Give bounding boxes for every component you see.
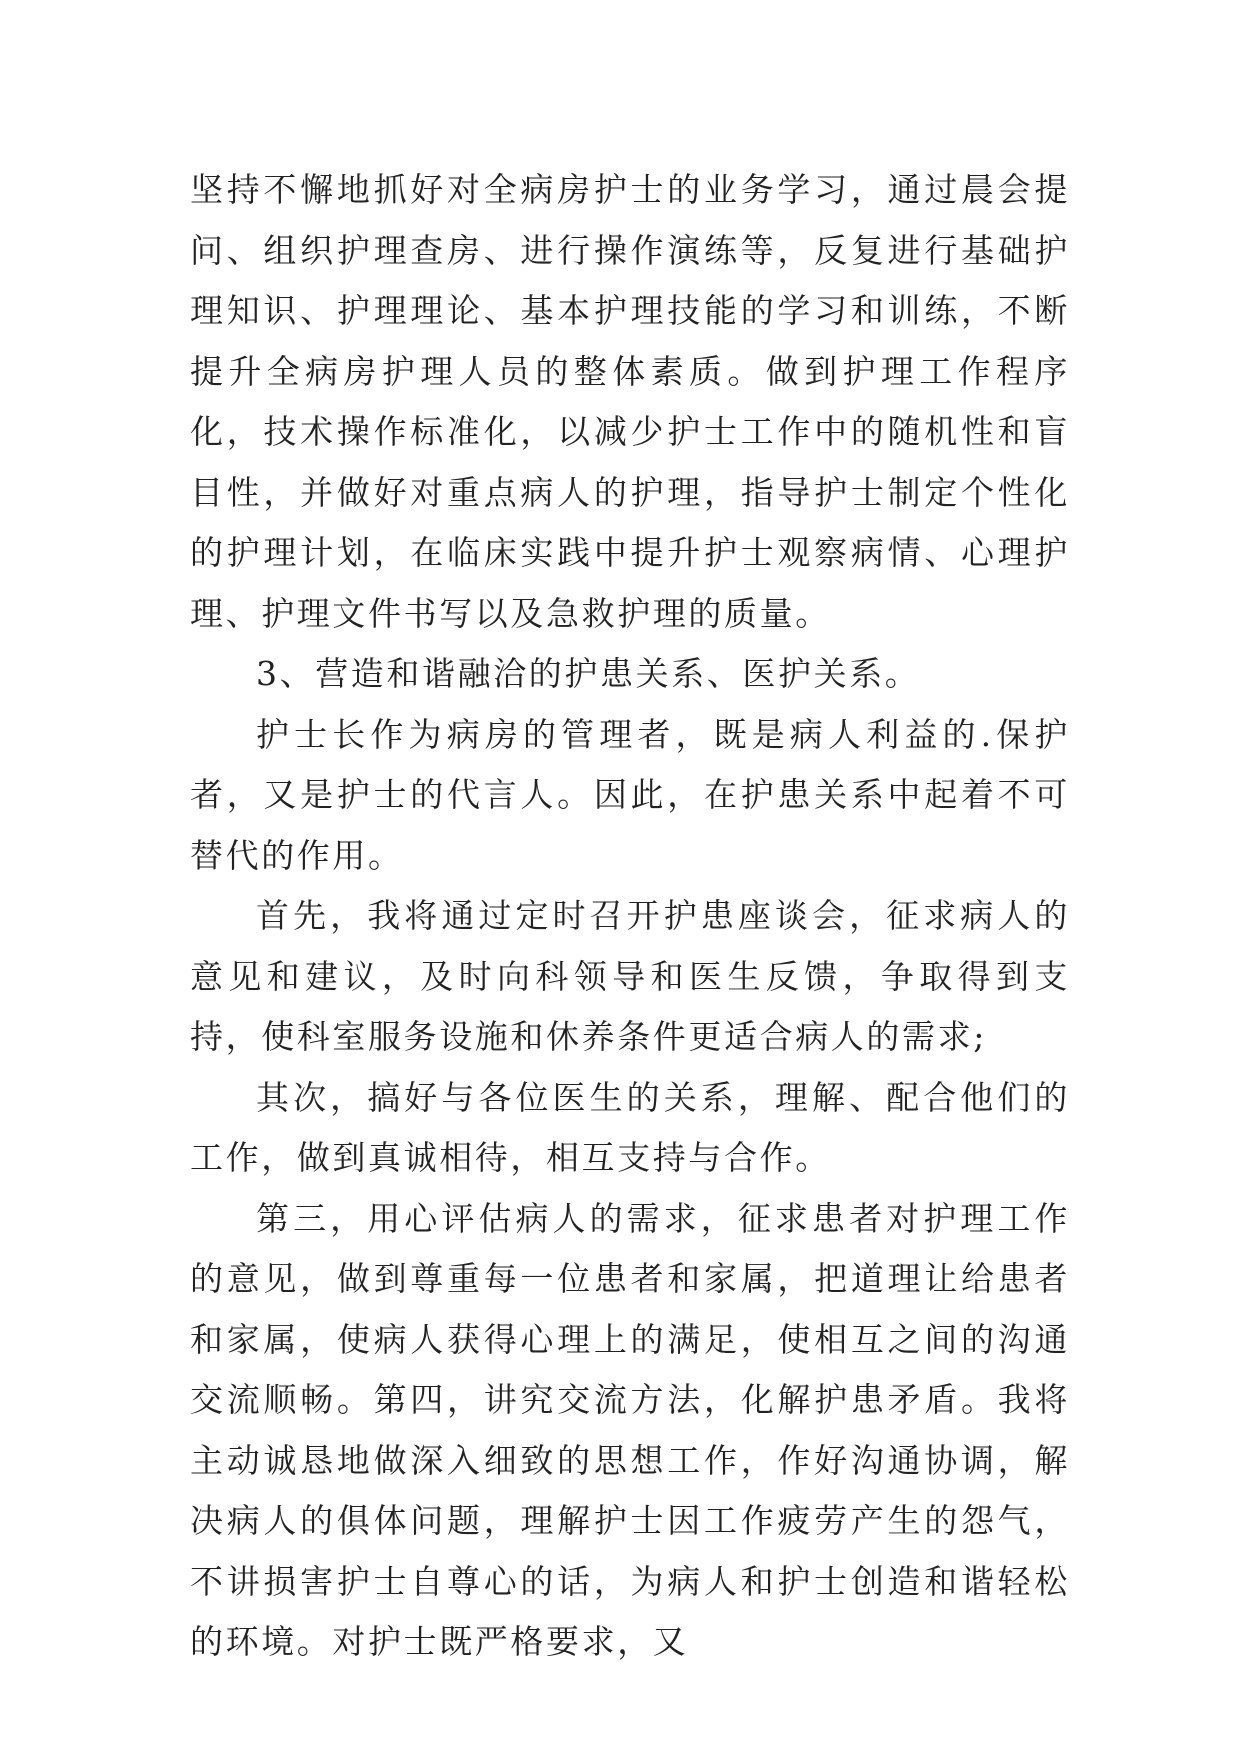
paragraph-3: 护士长作为病房的管理者，既是病人利益的.保护者，又是护士的代言人。因此，在护患关系中起着不可替代的作用。: [190, 714, 1070, 875]
paragraph-4: 首先，我将通过定时召开护患座谈会，征求病人的意见和建议，及时向科领导和医生反馈，争取得到支持，使科室服务设施和休养条件更适合病人的需求;: [190, 896, 1070, 1056]
paragraph-2-heading: 3、营造和谐融洽的护患关系、医护关系。: [256, 654, 921, 693]
paragraph-6: 第三，用心评估病人的需求，征求患者对护理工作的意见，做到尊重每一位患者和家属，把道理让给患者和家属，使病人获得心理上的满足，使相互之间的沟通交流顺畅。第四，讲究交流方法，化解护患矛盾。我将主动诚恳地做深入细致的思想工作，作好沟通协调，解决病人的俱体问题，理解护士因工作疲劳产生的怨气，不讲损害护士自尊心的话，为病人和护士创造和谐轻松的环境。对护士既严格要求，又: [190, 1198, 1070, 1661]
document-body: [190, 160, 1070, 1673]
paragraph-1: 坚持不懈地抓好对全病房护士的业务学习，通过晨会提问、组织护理查房、进行操作演练等，反复进行基础护理知识、护理理论、基本护理技能的学习和训练，不断提升全病房护理人员的整体素质。做到护理工作程序化，技术操作标准化，以减少护士工作中的随机性和盲目性，并做好对重点病人的护理，指导护士制定个性化的护理计划，在临床实践中提升护士观察病情、心理护理、护理文件书写以及急救护理的质量。: [190, 170, 1070, 633]
paragraph-5: 其次，搞好与各位医生的关系，理解、配合他们的工作，做到真诚相待，相互支持与合作。: [190, 1077, 1070, 1177]
